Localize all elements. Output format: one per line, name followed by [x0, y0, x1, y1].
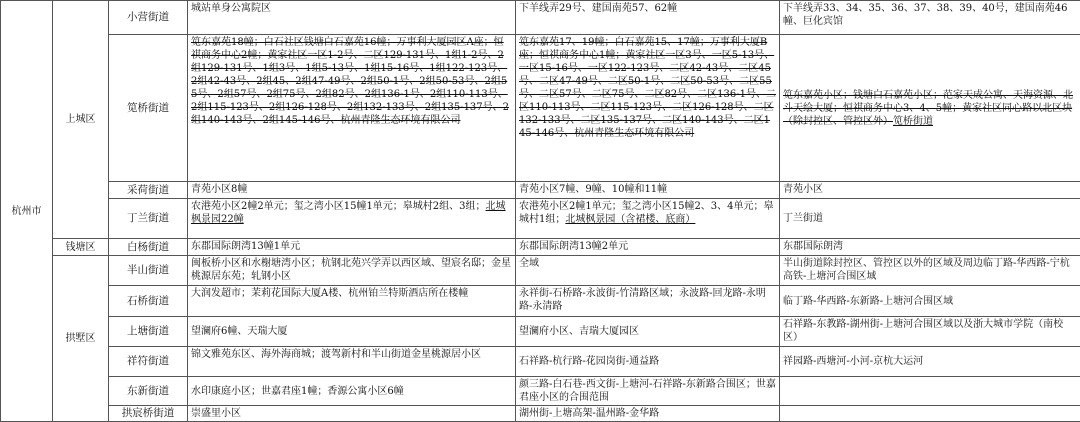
lockdown-zone-cell: 水印康庭小区；世嘉君座1幢；香源公寓小区6幢 — [188, 377, 516, 406]
prevention-zone-cell: 祥园路-西塘河-小河-京杭大运河 — [780, 347, 1080, 377]
prevention-zone-cell — [780, 377, 1080, 406]
control-zone-cell: 东郡国际朗湾13幢2单元 — [516, 239, 780, 256]
control-zone-underlined-text: 北城枫景园（含裙楼、底商） — [565, 214, 696, 225]
table-row — [1, 199, 1080, 239]
table-row — [1, 347, 1080, 377]
street-cell: 祥符街道 — [109, 347, 188, 377]
control-zone-cell: 下羊线弄29号、建国南苑57、62幢 — [516, 1, 780, 35]
prevention-zone-cell: 下羊线弄33、34、35、36、37、38、39、40号，建国南苑46幢、巨化宾馆 — [780, 1, 1080, 35]
street-cell: 上塘街道 — [109, 317, 188, 347]
control-zone-cell: 颜三路-白石巷-西文街-上塘河-石祥路-东新路合围区；世嘉君座小区的合围范围 — [516, 377, 780, 406]
street-cell: 半山街道 — [109, 256, 188, 286]
prevention-zone-cell: 半山街道除封控区、管控区以外的区域及周边临丁路-华西路-宁杭高铁-上塘河合围区域 — [780, 256, 1080, 286]
lockdown-zone-cell — [188, 199, 516, 239]
control-zone-text: 农港苑小区2幢1单元；玺之湾小区15幢2、3、4单元；皋城村1组； — [519, 201, 774, 225]
street-cell: 拱宸桥街道 — [109, 406, 188, 422]
lockdown-zone-cell: 青苑小区8幢 — [188, 182, 516, 199]
lockdown-zone-cell: 崇盛里小区 — [188, 406, 516, 422]
prevention-zone-cell — [780, 406, 1080, 422]
lockdown-zone-cell: 望澜府6幢、天瑞大厦 — [188, 317, 516, 347]
prevention-zone-cell: 丁兰街道 — [780, 199, 1080, 239]
table-row — [1, 1, 1080, 35]
lockdown-zone-underlined-text: 北城枫景园22幢 — [191, 201, 506, 225]
control-zone-cell: 全域 — [516, 256, 780, 286]
table-row — [1, 286, 1080, 317]
lockdown-zone-cell: 大润发超市；茉莉花国际大厦A楼、杭州铂兰特斯酒店所在楼幢 — [188, 286, 516, 317]
city-cell: 杭州市 — [1, 1, 53, 422]
control-zone-cell — [516, 199, 780, 239]
table-row — [1, 377, 1080, 406]
prevention-zone-struck-text: 笕东嘉苑小区；钱塘白石嘉苑小区；范家天成公寓、天海资源、北斗天绘大厦；恒祺商务中心3、4、5幢；黄家社区同心路以北区块（除封控区、管控区外） — [783, 89, 1073, 127]
prevention-zone-cell: 东郡国际朗湾 — [780, 239, 1080, 256]
control-zone-cell: 石祥路-杭行路-花园岗街-通益路 — [516, 347, 780, 377]
table-row — [1, 239, 1080, 256]
prevention-zone-cell — [780, 35, 1080, 182]
district-cell: 拱墅区 — [53, 256, 109, 422]
control-zone-cell: 永祥街-石桥路-永波街-竹清路区域；永波路-回龙路-永明路-永清路 — [516, 286, 780, 317]
control-zone-cell: 青苑小区7幢、9幢、10幢和11幢 — [516, 182, 780, 199]
table-row — [1, 406, 1080, 422]
lockdown-zone-cell: 东郡国际朗湾13幢1单元 — [188, 239, 516, 256]
lockdown-zone-cell: 城站单身公寓院区 — [188, 1, 516, 35]
prevention-zone-cell: 临丁路-华西路-东新路-上塘河合围区域 — [780, 286, 1080, 317]
control-zone-cell: 望澜府小区、吉瑞大厦园区 — [516, 317, 780, 347]
street-cell: 采荷街道 — [109, 182, 188, 199]
prevention-zone-cell: 青苑小区 — [780, 182, 1080, 199]
table-row — [1, 256, 1080, 286]
table-row — [1, 182, 1080, 199]
lockdown-zone-cell: 锦文雅苑东区、海外海商城；渡驾新村和半山街道金星桃源居小区 — [188, 347, 516, 377]
control-zone-cell: 笕东嘉苑17、19幢；白石嘉苑15、17幢；万事利大厦B座；恒祺商务中心1幢；黄家社区一区3号、一区5-13号、一区15-16号、一区122-123号、二区42-43号、二区45号、二区47-49号、二区50-1号、二区50-53号、二区55号、二区57号、二区75号、二区82号、二区136-1号、二区110-113号、二区115-123号、二区126-128号、二区132-133号、二区135-137号、二区140-143号、二区145-146号、杭州青隆生态环境有限公司 — [516, 35, 780, 182]
street-cell: 丁兰街道 — [109, 199, 188, 239]
table-row — [1, 317, 1080, 347]
district-cell: 上城区 — [53, 1, 109, 239]
lockdown-zone-cell: 闽板桥小区和水榭塘湾小区；杭钢北苑兴学弄以西区域、望宸名邸；金星桃源居东苑；轧钢小区 — [188, 256, 516, 286]
street-cell: 小营街道 — [109, 1, 188, 35]
street-cell: 石桥街道 — [109, 286, 188, 317]
lockdown-zone-text: 农港苑小区2幢2单元；玺之湾小区15幢1单元；皋城村2组、3组； — [191, 201, 486, 212]
control-zone-cell: 湖州街-上塘高架-温州路-金华路 — [516, 406, 780, 422]
table-row — [1, 35, 1080, 182]
district-cell: 钱塘区 — [53, 239, 109, 256]
prevention-zone-cell: 石祥路-东教路-湖州街-上塘河合围区域以及浙大城市学院（南校区） — [780, 317, 1080, 347]
street-cell: 笕桥街道 — [109, 35, 188, 182]
prevention-zone-text: 笕桥街道 — [893, 115, 933, 127]
lockdown-zone-cell: 笕东嘉苑18幢；白石社区钱塘白石嘉苑16幢；万事利大厦园区A座；恒祺商务中心2幢；黄家社区一区1-2号、二区129-131号、1组1-2号、2组129-131号、1组3号、1组5-13号、1组15-16号、1组122-123号、2组42-43号、2组45、2组47-49号、2组50-1号、2组50-53号、2组55号、2组57号、2组75号、2组82号、2组136-1号、2组110-113号、2组115-123号、2组126-128号、2组132-133号、2组135-137号、2组140-143号、2组145-146号、杭州青隆生态环境有限公司 — [188, 35, 516, 182]
street-cell: 白杨街道 — [109, 239, 188, 256]
street-cell: 东新街道 — [109, 377, 188, 406]
